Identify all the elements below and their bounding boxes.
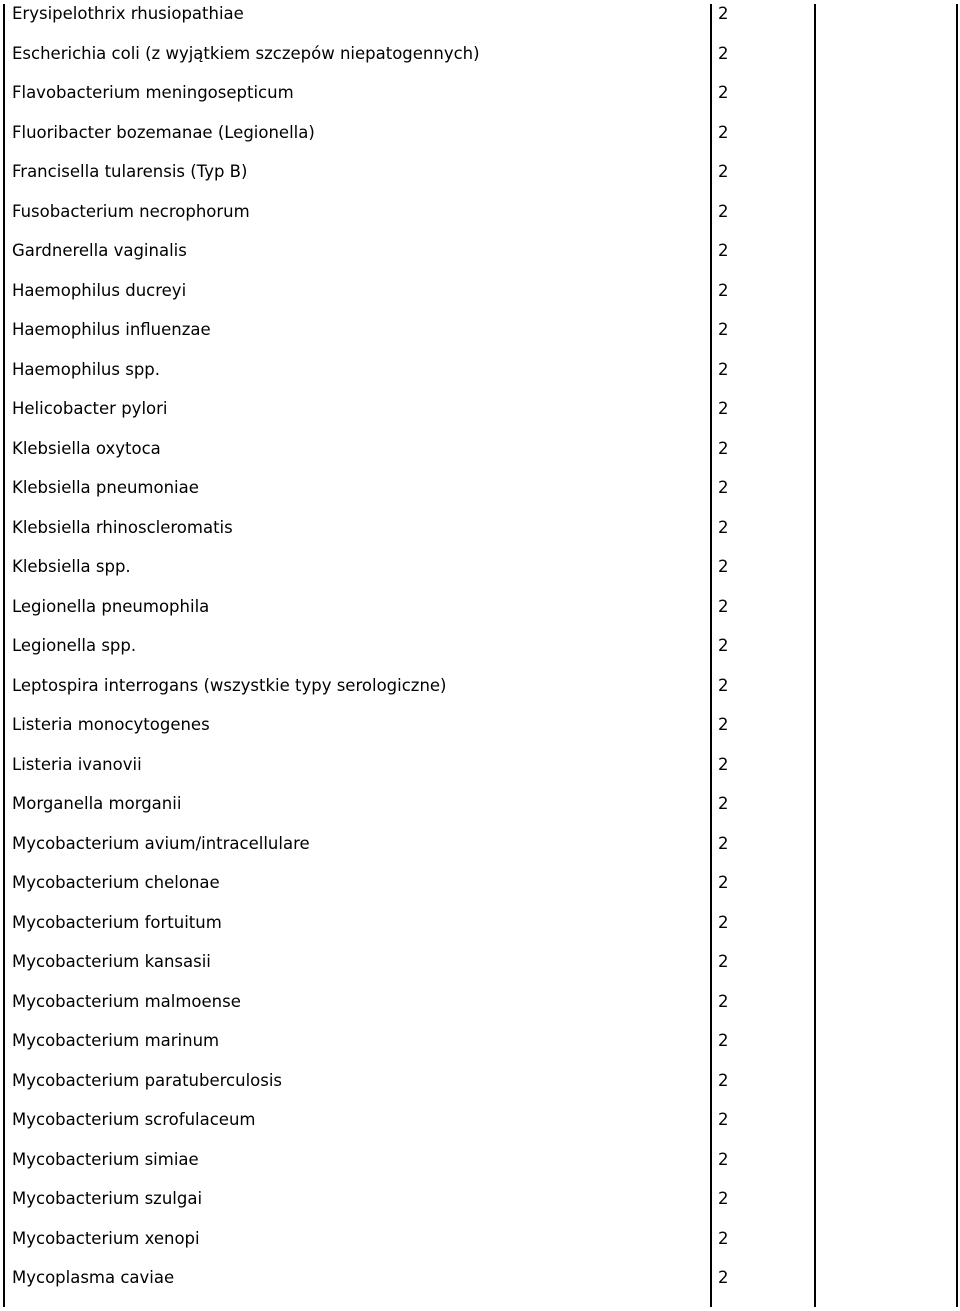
organism-name: Fusobacterium necrophorum — [12, 201, 250, 221]
table-row — [0, 1027, 960, 1067]
table-row — [0, 1264, 960, 1304]
risk-group: 2 — [718, 873, 729, 892]
table-row — [0, 356, 960, 396]
organism-name: Flavobacterium meningosepticum — [12, 83, 294, 102]
table-row — [0, 1146, 960, 1186]
table-row — [0, 119, 960, 159]
organism-name: Haemophilus ducreyi — [12, 280, 187, 300]
table-row — [0, 395, 960, 435]
risk-group: 2 — [718, 320, 729, 339]
table-row — [0, 553, 960, 593]
organism-name: Fluoribacter bozemanae (Legionella) — [12, 122, 315, 142]
risk-group: 2 — [718, 991, 729, 1011]
risk-group: 2 — [718, 1228, 729, 1248]
organism-name: Leptospira interrogans (wszystkie typy serologiczne) — [12, 675, 447, 695]
risk-group: 2 — [718, 1031, 729, 1050]
organism-name: Mycoplasma caviae — [12, 1268, 175, 1287]
organism-name: Klebsiella pneumoniae — [12, 478, 199, 497]
table-row — [0, 830, 960, 870]
organism-name: Mycobacterium chelonae — [12, 873, 220, 892]
risk-group: 2 — [718, 83, 729, 102]
organism-name: Mycobacterium avium/intracellulare — [12, 833, 310, 853]
risk-group: 2 — [718, 478, 729, 497]
table-row — [0, 988, 960, 1028]
table-row — [0, 40, 960, 80]
table-row — [0, 593, 960, 633]
risk-group: 2 — [718, 754, 729, 774]
organism-name: Mycobacterium szulgai — [12, 1189, 203, 1208]
table-row — [0, 0, 960, 40]
risk-group: 2 — [718, 1149, 729, 1169]
risk-group: 2 — [718, 912, 729, 932]
table-row — [0, 869, 960, 909]
organism-name: Listeria monocytogenes — [12, 715, 210, 734]
risk-group: 2 — [718, 399, 729, 418]
table-row — [0, 1106, 960, 1146]
organism-name: Mycobacterium paratuberculosis — [12, 1070, 283, 1090]
table-row — [0, 237, 960, 277]
table-row — [0, 1067, 960, 1107]
organism-name: Klebsiella oxytoca — [12, 438, 161, 458]
organism-name: Haemophilus influenzae — [12, 320, 211, 339]
risk-group: 2 — [718, 43, 729, 63]
table-row — [0, 751, 960, 791]
organism-name: Mycobacterium xenopi — [12, 1228, 200, 1248]
risk-group: 2 — [718, 122, 729, 142]
table-row — [0, 909, 960, 949]
organism-name: Erysipelothrix rhusiopathiae — [12, 4, 244, 23]
table-row — [0, 474, 960, 514]
organism-name: Listeria ivanovii — [12, 754, 142, 774]
risk-group: 2 — [718, 675, 729, 695]
organism-name: Legionella spp. — [12, 636, 137, 655]
table-row — [0, 277, 960, 317]
risk-group: 2 — [718, 636, 729, 655]
table-row — [0, 672, 960, 712]
organism-name: Klebsiella rhinoscleromatis — [12, 517, 233, 537]
organism-name: Legionella pneumophila — [12, 596, 210, 616]
risk-group: 2 — [718, 1110, 729, 1129]
risk-group: 2 — [718, 1189, 729, 1208]
risk-group: 2 — [718, 241, 729, 260]
organism-name: Mycobacterium marinum — [12, 1031, 220, 1050]
risk-group: 2 — [718, 201, 729, 221]
organism-name: Helicobacter pylori — [12, 399, 168, 418]
organism-name: Escherichia coli (z wyjątkiem szczepów niepatogennych) — [12, 43, 480, 63]
risk-group: 2 — [718, 1268, 729, 1287]
risk-group: 2 — [718, 162, 729, 181]
risk-group: 2 — [718, 359, 729, 379]
table-row — [0, 158, 960, 198]
organism-name: Gardnerella vaginalis — [12, 241, 187, 260]
risk-group: 2 — [718, 438, 729, 458]
table-row — [0, 1185, 960, 1225]
risk-group: 2 — [718, 833, 729, 853]
risk-group: 2 — [718, 715, 729, 734]
organism-name: Francisella tularensis (Typ B) — [12, 162, 248, 181]
organism-name: Mycobacterium malmoense — [12, 991, 241, 1011]
table-row — [0, 790, 960, 830]
organism-name: Morganella morganii — [12, 794, 182, 813]
table-row — [0, 632, 960, 672]
risk-group: 2 — [718, 794, 729, 813]
risk-group: 2 — [718, 952, 729, 971]
table-row — [0, 435, 960, 475]
risk-group: 2 — [718, 517, 729, 537]
risk-group: 2 — [718, 596, 729, 616]
table-row — [0, 711, 960, 751]
table-row — [0, 79, 960, 119]
risk-group: 2 — [718, 1070, 729, 1090]
organism-name: Haemophilus spp. — [12, 359, 161, 379]
organism-name: Mycobacterium scrofulaceum — [12, 1110, 256, 1129]
organism-name: Klebsiella spp. — [12, 557, 131, 576]
risk-group: 2 — [718, 4, 729, 23]
organism-name: Mycobacterium fortuitum — [12, 912, 222, 932]
table-row — [0, 948, 960, 988]
organism-name: Mycobacterium kansasii — [12, 952, 211, 971]
risk-group: 2 — [718, 280, 729, 300]
table-row — [0, 198, 960, 238]
table-row — [0, 1225, 960, 1265]
risk-group: 2 — [718, 557, 729, 576]
organism-name: Mycobacterium simiae — [12, 1149, 199, 1169]
table-row — [0, 514, 960, 554]
table-row — [0, 316, 960, 356]
